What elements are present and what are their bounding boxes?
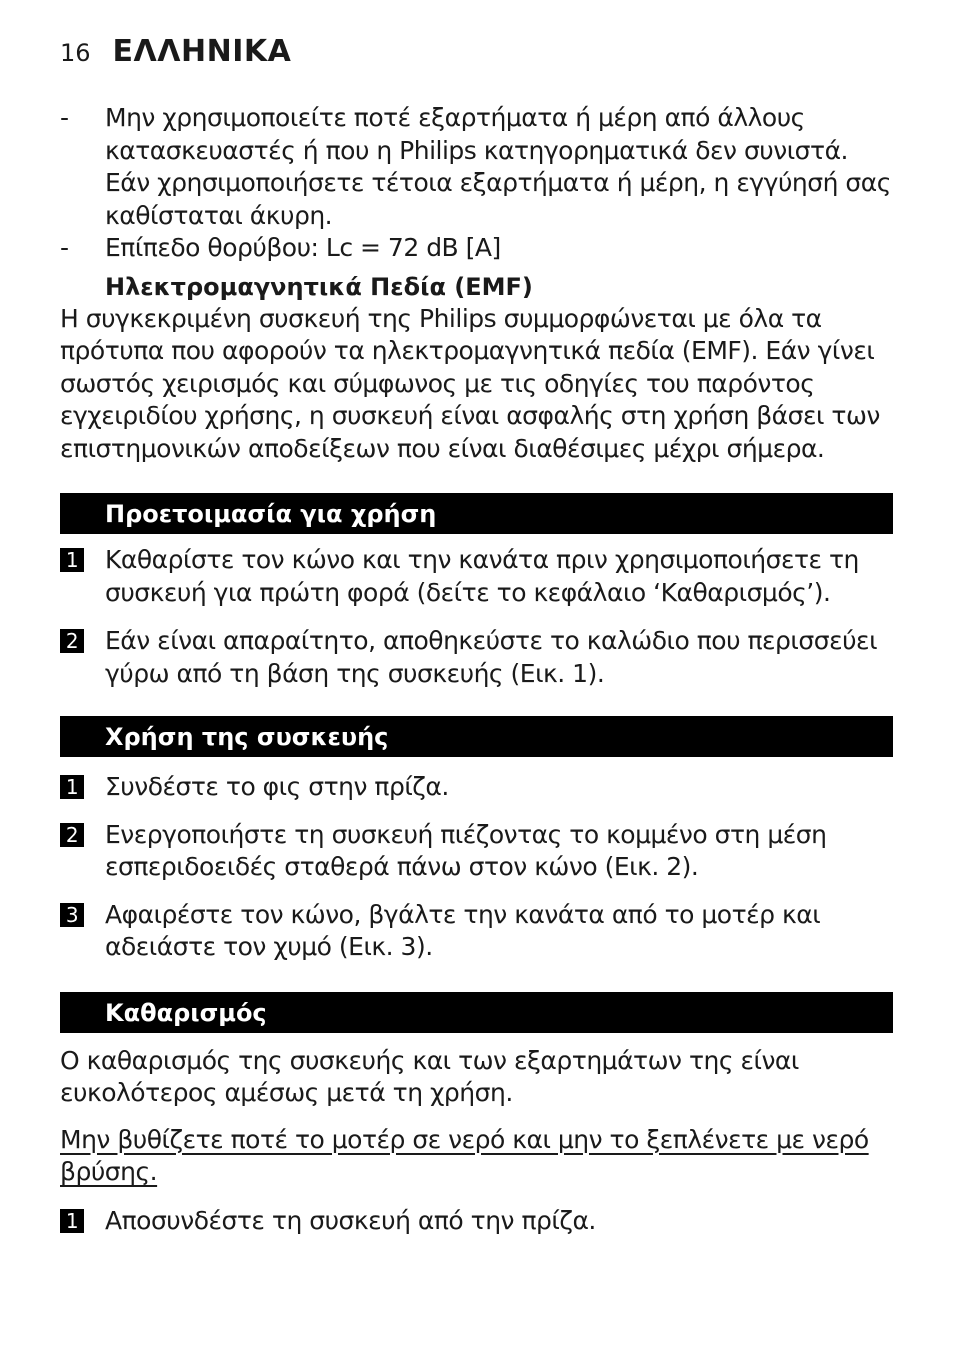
usage-step-3 [60,899,893,964]
step-text: Εάν είναι απαραίτητο, αποθηκεύστε το καλώδιο που περισσεύει γύρω από τη βάση της συσκευής (Εικ. 1). [105,626,878,688]
section-title-cleaning: Καθαρισμός [60,992,893,1033]
step-text: Καθαρίστε τον κώνο και την κανάτα πριν χρησιμοποιήσετε τη συσκευή για πρώτη φορά (δείτε το κεφάλαιο ‘Καθαρισμός’). [105,545,859,607]
step-number-badge: 1 [60,775,84,799]
step-text: Συνδέστε το φις στην πρίζα. [105,772,449,801]
step-number-badge: 1 [60,1209,84,1233]
step-text: Αφαιρέστε τον κώνο, βγάλτε την κανάτα από το μοτέρ και αδειάστε τον χυμό (Εικ. 3). [105,899,821,961]
list-item [60,102,893,232]
bullet-text: Μην χρησιμοποιείτε ποτέ εξαρτήματα ή μέρη από άλλους κατασκευαστές ή που η Philips κατηγορηματικά δεν συνιστά. Εάν χρησιμοποιήσετε τέτοια εξαρτήματα ή μέρη, η εγγύησή σας καθίσταται άκυρη. [105,103,891,230]
cleaning-step-1 [60,1205,893,1238]
page-language-title: ΕΛΛΗΝΙΚΑ [112,34,292,69]
page-content [60,102,893,1237]
list-item [60,232,893,265]
cleaning-intro: Ο καθαρισμός της συσκευής και των εξαρτημάτων της είναι ευκολότερος αμέσως μετά τη χρήση. [60,1045,799,1107]
step-text: Ενεργοποιήστε τη συσκευή πιέζοντας το κομμένο στη μέση εσπεριδοειδές σταθερά πάνω στον κώνο (Εικ. 2). [105,819,827,881]
step-number-badge: 3 [60,903,84,927]
bullet-dash: - [60,103,69,132]
step-text: Αποσυνδέστε τη συσκευή από την πρίζα. [105,1205,596,1235]
bullet-dash: - [60,233,69,262]
intro-bullet-list [60,102,893,265]
emf-paragraph: Η συγκεκριμένη συσκευή της Philips συμμορφώνεται με όλα τα πρότυπα που αφορούν τα ηλεκτρομαγνητικά πεδία (EMF). Εάν γίνει σωστός χειρισμός και σύμφωνος με τις οδηγίες του παρόντος εγχειριδίου χρήσης, η συσκευή είναι ασφαλής στη χρήση βάσει των επιστημονικών αποδείξεων που είναι διαθέσιμες μέχρι σήμερα. [60,303,880,463]
section-title-preparation: Προετοιμασία για χρήση [60,493,893,534]
preparation-step-2 [60,625,893,690]
preparation-step-1 [60,544,893,609]
page-header [60,34,291,69]
step-number-badge: 2 [60,629,84,653]
usage-step-2 [60,819,893,884]
usage-step-1 [60,771,893,804]
emf-heading: Ηλεκτρομαγνητικά Πεδία (EMF) [105,272,533,301]
step-number-badge: 2 [60,823,84,847]
section-title-usage: Χρήση της συσκευής [60,716,893,757]
step-number-badge: 1 [60,548,84,572]
warning-text: Μην βυθίζετε ποτέ το μοτέρ σε νερό και μην το ξεπλένετε με νερό βρύσης. [60,1124,869,1186]
page-number: 16 [60,39,91,67]
bullet-text: Επίπεδο θορύβου: Lc = 72 dB [A] [105,233,501,262]
cleaning-warning [60,1124,893,1189]
